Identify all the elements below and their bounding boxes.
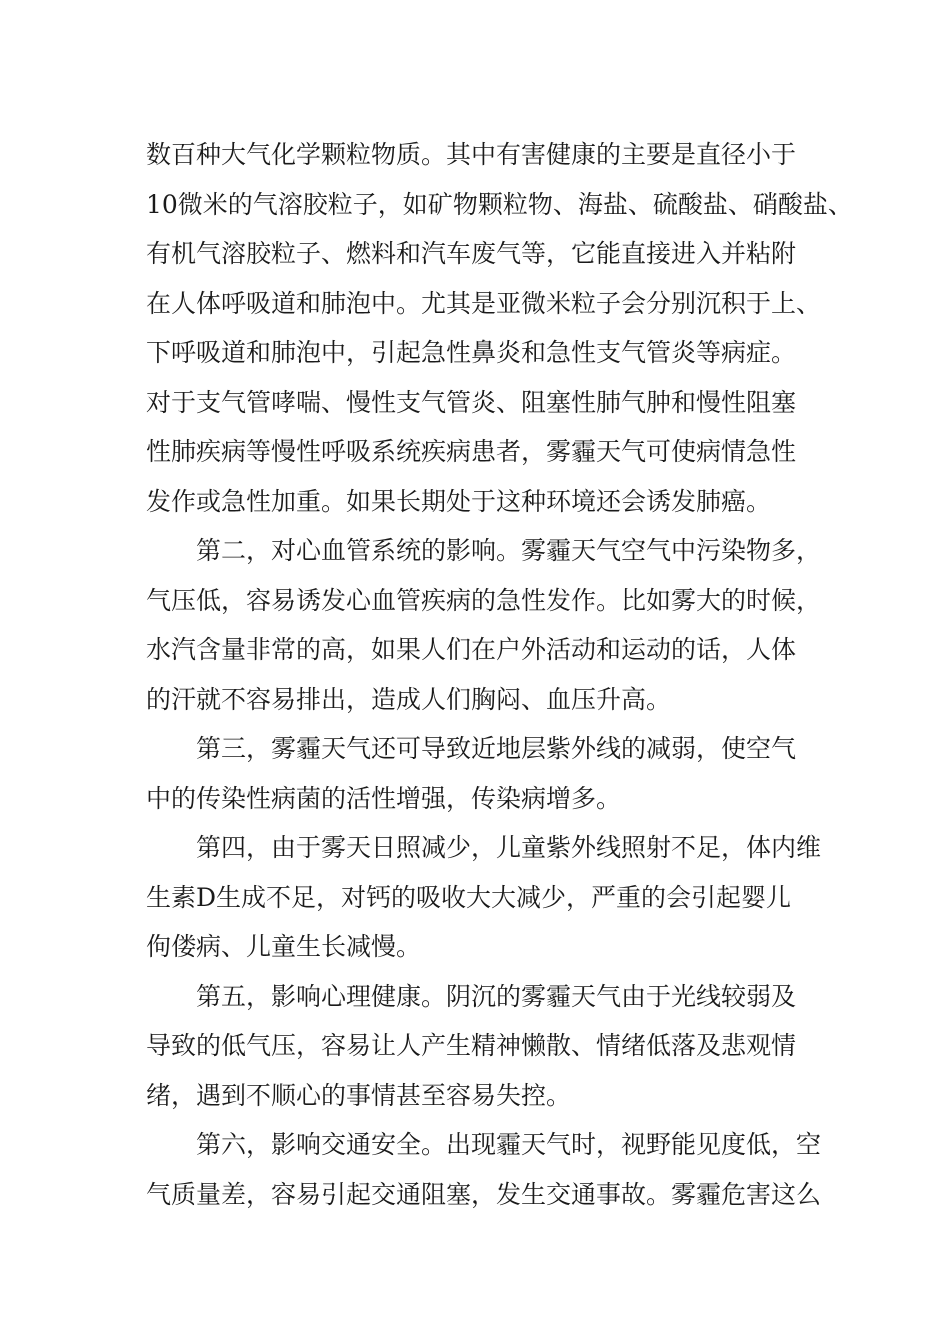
text-line: 性肺疾病等慢性呼吸系统疾病患者，雾霾天气可使病情急性: [146, 437, 797, 466]
text-line: 水汽含量非常的高，如果人们在户外活动和运动的话，人体: [146, 635, 797, 664]
text-line: 佝偻病、儿童生长减慢。: [146, 932, 422, 961]
text-line: 在人体呼吸道和肺泡中。尤其是亚微米粒子会分别沉积于上、: [146, 288, 822, 318]
paragraph-start-line: 第三，雾霾天气还可导致近地层紫外线的减弱，使空气: [196, 734, 797, 763]
text-line: 生素D生成不足，对钙的吸收大大减少，严重的会引起婴儿: [146, 882, 792, 912]
text-line: 有机气溶胶粒子、燃料和汽车废气等，它能直接进入并粘附: [146, 239, 797, 268]
paragraph-start-line: 第六，影响交通安全。出现霾天气时，视野能见度低，空: [196, 1130, 822, 1159]
text-line: 数百种大气化学颗粒物质。其中有害健康的主要是直径小于: [146, 140, 797, 169]
paragraph-start-line: 第五，影响心理健康。阴沉的雾霾天气由于光线较弱及: [196, 981, 797, 1011]
text-line: 10微米的气溶胶粒子，如矿物颗粒物、海盐、硫酸盐、硝酸盐、: [146, 189, 853, 219]
text-line: 的汗就不容易排出，造成人们胸闷、血压升高。: [146, 684, 672, 714]
text-line: 下呼吸道和肺泡中，引起急性鼻炎和急性支气管炎等病症。: [146, 338, 797, 367]
text-line: 绪，遇到不顺心的事情甚至容易失控。: [146, 1080, 572, 1110]
text-line: 导致的低气压，容易让人产生精神懒散、情绪低落及悲观情: [146, 1031, 797, 1060]
paragraph-start-line: 第二，对心血管系统的影响。雾霾天气空气中污染物多，: [196, 536, 822, 565]
paragraph-start-line: 第四，由于雾天日照减少，儿童紫外线照射不足，体内维: [196, 833, 822, 862]
text-line: 中的传染性病菌的活性增强，传染病增多。: [146, 783, 622, 813]
text-line: 气质量差，容易引起交通阻塞，发生交通事故。雾霾危害这么: [146, 1179, 822, 1209]
text-line: 发作或急性加重。如果长期处于这种环境还会诱发肺癌。: [146, 486, 772, 516]
text-line: 对于支气管哮喘、慢性支气管炎、阻塞性肺气肿和慢性阻塞: [146, 387, 797, 417]
body-text: [146, 130, 853, 1219]
text-line: 气压低，容易诱发心血管疾病的急性发作。比如雾大的时候，: [146, 585, 822, 615]
